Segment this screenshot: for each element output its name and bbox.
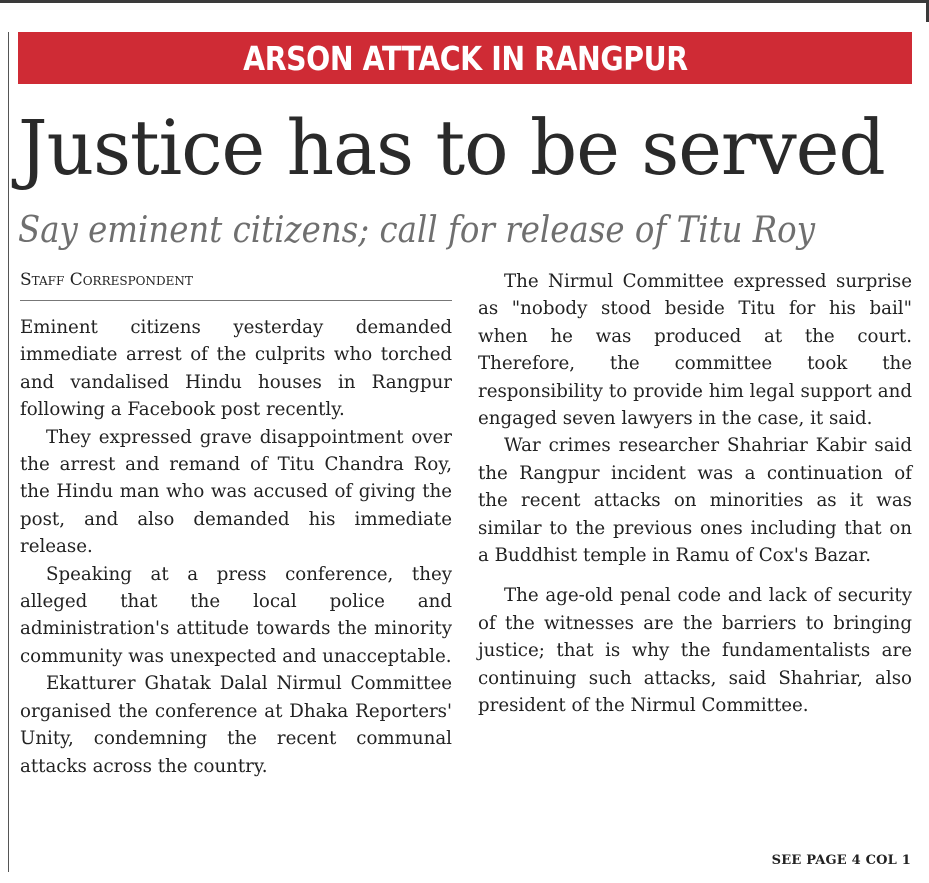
paragraph: The Nirmul Committee expressed surprise as "nobody stood beside Titu for his bail" when he was produced at the court. Therefore, the committee took the responsibility to provide him legal support and engaged seven lawyers in the case, it said. xyxy=(478,271,912,430)
byline-rule xyxy=(20,300,452,301)
paragraph: Ekatturer Ghatak Dalal Nirmul Committee organised the conference at Dhaka Reporters' Unity, condemning the recent communal attacks across the country. xyxy=(20,673,452,777)
byline: Staff Correspondent xyxy=(20,270,193,290)
top-border xyxy=(0,0,929,3)
kicker-text: ARSON ATTACK IN RANGPUR xyxy=(242,38,688,78)
jump-line: SEE PAGE 4 COL 1 xyxy=(771,853,911,868)
subheadline: Say eminent citizens; call for release of Titu Roy xyxy=(18,210,816,251)
article-column-left xyxy=(20,314,452,780)
headline: Justice has to be served xyxy=(18,103,885,192)
kicker-banner xyxy=(18,32,912,84)
paragraph: Eminent citizens yesterday demanded immediate arrest of the culprits who torched and vandalised Hindu houses in Rangpur following a Facebook post recently. xyxy=(20,317,452,421)
article-column-right xyxy=(478,268,912,720)
paragraph: Speaking at a press conference, they alleged that the local police and administration's attitude towards the minority community was unexpected and unacceptable. xyxy=(20,563,452,667)
left-column-rule xyxy=(8,32,9,872)
paragraph: War crimes researcher Shahriar Kabir said the Rangpur incident was a continuation of the recent attacks on minorities as it was similar to the previous ones including that on a Buddhist temple in Ramu of Cox's Bazar. xyxy=(478,435,912,567)
paragraph: The age-old penal code and lack of security of the witnesses are the barriers to bringing justice; that is why the fundamentalists are continuing such attacks, said Shahriar, also president of the Nirmul Committee. xyxy=(478,585,912,717)
paragraph: They expressed grave disappointment over the arrest and remand of Titu Chandra Roy, the Hindu man who was accused of giving the post, and also demanded his immediate release. xyxy=(20,426,452,558)
